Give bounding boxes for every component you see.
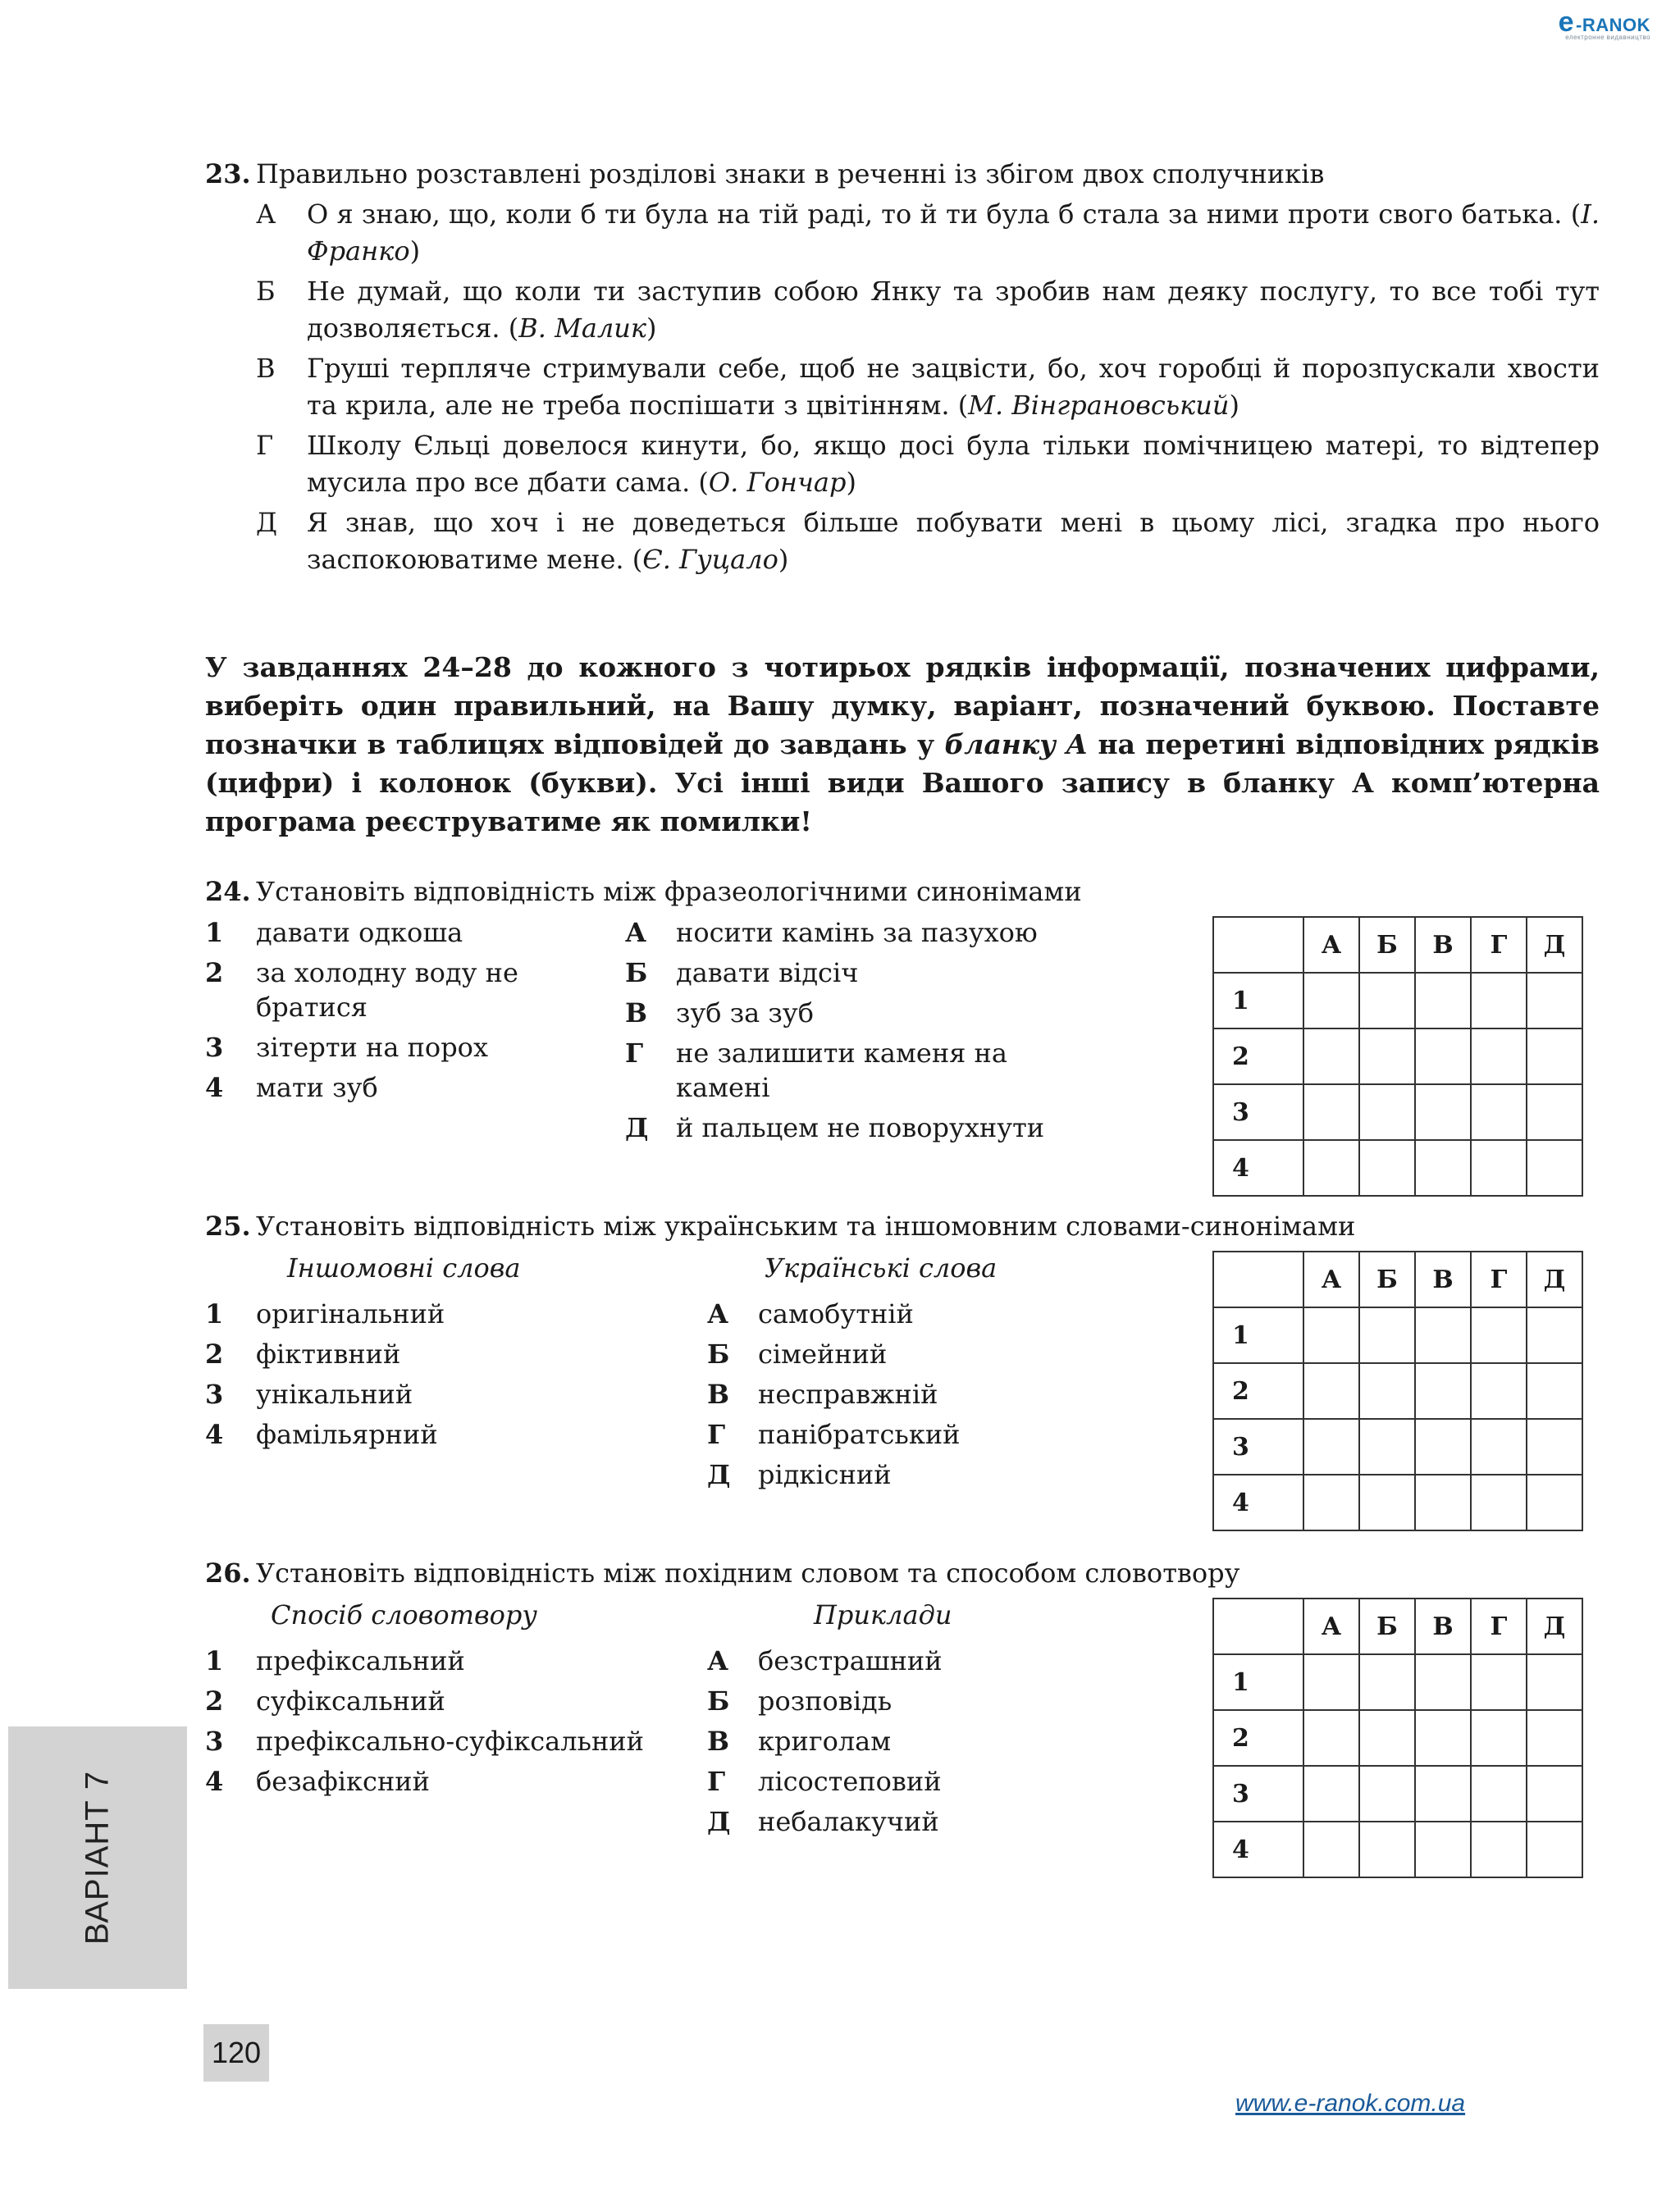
- item-letter: В: [625, 997, 648, 1028]
- option-author: І. Франко: [307, 198, 1600, 267]
- item-letter: Б: [707, 1339, 730, 1370]
- item-letter: Д: [625, 1112, 649, 1143]
- answer-cell[interactable]: [1527, 1419, 1582, 1475]
- item-text: безстрашний: [758, 1645, 943, 1676]
- list-item: [707, 1457, 1117, 1492]
- answer-cell[interactable]: [1359, 1084, 1415, 1140]
- grid-column-header: Г: [1471, 1599, 1527, 1654]
- logo-mark: e: [1558, 7, 1574, 38]
- answer-cell[interactable]: [1415, 1822, 1471, 1877]
- list-item: [707, 1644, 1117, 1678]
- task-number: 25.: [205, 1211, 251, 1242]
- answer-option: [205, 427, 1600, 501]
- item-letter: В: [707, 1726, 730, 1757]
- item-letter: Д: [707, 1459, 731, 1490]
- task-26: [205, 1555, 1600, 1864]
- task-23: [205, 156, 1600, 578]
- column-heading: Іншомовні слова: [287, 1252, 521, 1284]
- answer-option: [205, 196, 1600, 270]
- item-number: 2: [205, 1685, 224, 1717]
- task-number: 23.: [205, 158, 251, 189]
- column-heading: Приклади: [814, 1599, 952, 1630]
- grid-row-header: 3: [1213, 1766, 1303, 1822]
- item-text: фіктивний: [256, 1339, 401, 1370]
- item-text: розповідь: [758, 1685, 892, 1717]
- page-content: [205, 156, 1600, 1864]
- answer-cell[interactable]: [1527, 1822, 1582, 1877]
- item-text: самобутній: [758, 1298, 914, 1329]
- option-letter: В: [256, 353, 276, 384]
- list-item: [707, 1804, 1117, 1839]
- answer-cell[interactable]: [1415, 1307, 1471, 1363]
- answer-cell[interactable]: [1471, 1363, 1527, 1419]
- item-text: лісостеповий: [758, 1766, 942, 1797]
- option-letter: Б: [256, 276, 276, 307]
- grid-column-header: Г: [1471, 917, 1527, 973]
- task-number: 26.: [205, 1558, 251, 1589]
- item-text: префіксальний: [256, 1645, 465, 1676]
- option-text: Груші терпляче стримували себе, щоб не зацвісти, бо, хоч горобці й порозпускали хвости та крила, але не треба поспішати з цвітінням. (М. Вінграновський): [307, 353, 1600, 421]
- list-item: [205, 1724, 707, 1758]
- answer-cell[interactable]: [1415, 1419, 1471, 1475]
- list-item: [205, 1070, 625, 1105]
- answer-cell[interactable]: [1303, 1307, 1359, 1363]
- list-item: [205, 1764, 707, 1799]
- logo-text: -RANOK: [1576, 15, 1650, 35]
- item-text: за холодну воду не братися: [256, 957, 518, 1023]
- answer-cell[interactable]: [1527, 1475, 1582, 1530]
- option-text: Школу Єльці довелося кинути, бо, якщо досі була тільки помічницею матері, то відтепер мусила про все дбати сама. (О. Гончар): [307, 430, 1600, 498]
- answer-cell[interactable]: [1471, 973, 1527, 1028]
- answer-cell[interactable]: [1359, 1766, 1415, 1822]
- answer-cell[interactable]: [1359, 1654, 1415, 1710]
- task-25: [205, 1208, 1600, 1517]
- list-item: [625, 955, 1084, 990]
- instructions-text-2: на перетині відповідних рядків (цифри) і колонок (букви). Усі інші види Вашого запису в бланку А комп’ютерна програма реєструватиме як помилки!: [205, 728, 1600, 837]
- answer-cell[interactable]: [1359, 1475, 1415, 1530]
- grid-row-header: 3: [1213, 1084, 1303, 1140]
- grid-corner: [1213, 1599, 1303, 1654]
- item-text: безафіксний: [256, 1766, 430, 1797]
- item-number: 3: [205, 1379, 224, 1410]
- answer-cell[interactable]: [1415, 1710, 1471, 1766]
- list-item: [707, 1337, 1117, 1371]
- answer-cell[interactable]: [1471, 1822, 1527, 1877]
- grid-column-header: В: [1415, 1599, 1471, 1654]
- grid-corner: [1213, 1252, 1303, 1307]
- option-sentence: О я знаю, що, коли б ти була на тій раді, то й ти була б стала за ними проти свого батька.: [307, 198, 1563, 230]
- item-text: оригінальний: [256, 1298, 445, 1329]
- answer-cell[interactable]: [1303, 1363, 1359, 1419]
- answer-cell[interactable]: [1359, 1028, 1415, 1084]
- item-text: рідкісний: [758, 1459, 892, 1490]
- item-text: зуб за зуб: [676, 997, 814, 1028]
- task-title: Установіть відповідність між похідним словом та способом словотвору: [256, 1558, 1240, 1589]
- answer-cell[interactable]: [1471, 1419, 1527, 1475]
- task-title: Установіть відповідність між українським та іншомовним словами-синонімами: [256, 1211, 1356, 1242]
- answer-cell[interactable]: [1527, 973, 1582, 1028]
- answer-cell[interactable]: [1527, 1654, 1582, 1710]
- instructions-italic: бланку А: [944, 728, 1089, 760]
- option-letter: Г: [256, 430, 274, 461]
- item-text: префіксально-суфіксальний: [256, 1726, 644, 1757]
- grid-row-header: 1: [1213, 973, 1303, 1028]
- option-author: М. Вінграновський: [968, 390, 1230, 421]
- list-item: [205, 1377, 707, 1412]
- item-number: 2: [205, 957, 224, 988]
- answer-cell[interactable]: [1471, 1028, 1527, 1084]
- list-item: [625, 1036, 1084, 1105]
- answer-cell[interactable]: [1415, 1084, 1471, 1140]
- item-letter: В: [707, 1379, 730, 1410]
- item-letter: Г: [707, 1419, 726, 1450]
- item-letter: А: [625, 917, 647, 948]
- item-text: й пальцем не поворухнути: [676, 1112, 1045, 1143]
- grid-column-header: А: [1303, 1252, 1359, 1307]
- grid-column-header: Д: [1527, 1252, 1582, 1307]
- task-title: Установіть відповідність між фразеологічними синонімами: [256, 876, 1082, 907]
- answer-cell[interactable]: [1303, 1766, 1359, 1822]
- grid-column-header: Б: [1359, 917, 1415, 973]
- answer-cell[interactable]: [1415, 1140, 1471, 1196]
- option-sentence: Школу Єльці довелося кинути, бо, якщо досі була тільки помічницею матері, то відтепер мусила про все дбати сама.: [307, 430, 1600, 498]
- list-item: [205, 1644, 707, 1678]
- item-text: несправжній: [758, 1379, 938, 1410]
- answer-cell[interactable]: [1527, 1140, 1582, 1196]
- answer-cell[interactable]: [1471, 1307, 1527, 1363]
- answer-cell[interactable]: [1527, 1084, 1582, 1140]
- grid-column-header: Г: [1471, 1252, 1527, 1307]
- option-text: Я знав, що хоч і не доведеться більше побувати мені в цьому лісі, згадка про нього заспокоюватиме мене. (Є. Гуцало): [307, 507, 1600, 575]
- item-text: панібратський: [758, 1419, 961, 1450]
- option-sentence: Не думай, що коли ти заступив собою Янку та зробив нам деяку послугу, то все тобі тут дозволяється.: [307, 276, 1600, 344]
- answer-option: [205, 504, 1600, 578]
- grid-column-header: В: [1415, 1252, 1471, 1307]
- task-title: Правильно розставлені розділові знаки в реченні із збігом двох сполучників: [256, 158, 1325, 189]
- item-number: 3: [205, 1032, 224, 1063]
- item-text: мати зуб: [256, 1072, 378, 1103]
- list-item: [707, 1297, 1117, 1331]
- answer-cell[interactable]: [1527, 1363, 1582, 1419]
- item-text: давати одкоша: [256, 917, 463, 948]
- answer-cell[interactable]: [1471, 1710, 1527, 1766]
- item-letter: Г: [625, 1038, 644, 1069]
- answer-cell[interactable]: [1471, 1140, 1527, 1196]
- answer-cell[interactable]: [1303, 1140, 1359, 1196]
- answer-grid: [1212, 1251, 1583, 1531]
- list-item: [707, 1684, 1117, 1718]
- answer-cell[interactable]: [1303, 1654, 1359, 1710]
- option-author: В. Малик: [518, 312, 646, 344]
- item-text: суфіксальний: [256, 1685, 445, 1717]
- item-text: зітерти на порох: [256, 1032, 488, 1063]
- option-sentence: Груші терпляче стримували себе, щоб не зацвісти, бо, хоч горобці й порозпускали хвости та крила, але не треба поспішати з цвітінням.: [307, 353, 1600, 421]
- list-item: [205, 1297, 707, 1331]
- answer-cell[interactable]: [1303, 1822, 1359, 1877]
- variant-label: ВАРІАНТ 7: [79, 1770, 116, 1945]
- item-number: 1: [205, 1298, 224, 1329]
- answer-cell[interactable]: [1359, 1822, 1415, 1877]
- answer-option: [205, 273, 1600, 347]
- task-number: 24.: [205, 876, 251, 907]
- grid-column-header: А: [1303, 1599, 1359, 1654]
- grid-row-header: 1: [1213, 1307, 1303, 1363]
- list-item: [205, 1684, 707, 1718]
- option-letter: А: [256, 198, 276, 230]
- answer-cell[interactable]: [1303, 1084, 1359, 1140]
- answer-cell[interactable]: [1527, 1710, 1582, 1766]
- answer-cell[interactable]: [1471, 1475, 1527, 1530]
- answer-cell[interactable]: [1359, 1419, 1415, 1475]
- variant-tab: [8, 1726, 187, 1989]
- answer-cell[interactable]: [1303, 1419, 1359, 1475]
- item-text: унікальний: [256, 1379, 413, 1410]
- answer-cell[interactable]: [1415, 1028, 1471, 1084]
- answer-cell[interactable]: [1303, 973, 1359, 1028]
- answer-cell[interactable]: [1527, 1766, 1582, 1822]
- list-item: [205, 915, 625, 950]
- answer-cell[interactable]: [1359, 1363, 1415, 1419]
- option-author: О. Гончар: [708, 467, 847, 498]
- item-text: сімейний: [758, 1339, 888, 1370]
- item-number: 3: [205, 1726, 224, 1757]
- item-text: криголам: [758, 1726, 892, 1757]
- answer-grid: [1212, 916, 1583, 1197]
- answer-cell[interactable]: [1303, 1028, 1359, 1084]
- answer-cell[interactable]: [1303, 1475, 1359, 1530]
- website-link[interactable]: www.e-ranok.com.ua: [1235, 2090, 1466, 2117]
- grid-row-header: 4: [1213, 1140, 1303, 1196]
- logo-subtitle: електронне видавництво: [1565, 34, 1650, 41]
- item-text: небалакучий: [758, 1806, 939, 1837]
- task-24: [205, 873, 1600, 1183]
- answer-cell[interactable]: [1415, 1654, 1471, 1710]
- list-item: [205, 1030, 625, 1065]
- answer-cell[interactable]: [1359, 1307, 1415, 1363]
- list-item: [707, 1724, 1117, 1758]
- grid-row-header: 2: [1213, 1710, 1303, 1766]
- answer-cell[interactable]: [1527, 1307, 1582, 1363]
- item-text: носити камінь за пазухою: [676, 917, 1038, 948]
- instructions-text-1: У завданнях 24–28 до кожного з чотирьох рядків інформації, позначених цифрами, виберіть один правильний, на Вашу думку, варіант, позначений буквою. Поставте позначки в таблицях відповідей до завдань у: [205, 651, 1600, 760]
- list-item: [205, 1337, 707, 1371]
- option-text: О я знаю, що, коли б ти була на тій раді, то й ти була б стала за ними проти свого батька. (І. Франко): [307, 198, 1600, 267]
- grid-corner: [1213, 917, 1303, 973]
- grid-row-header: 4: [1213, 1475, 1303, 1530]
- answer-cell[interactable]: [1471, 1654, 1527, 1710]
- answer-cell[interactable]: [1415, 1766, 1471, 1822]
- answer-cell[interactable]: [1471, 1766, 1527, 1822]
- grid-column-header: Д: [1527, 1599, 1582, 1654]
- answer-cell[interactable]: [1415, 1363, 1471, 1419]
- list-item: [205, 1417, 707, 1452]
- grid-row-header: 2: [1213, 1363, 1303, 1419]
- list-item: [707, 1417, 1117, 1452]
- item-letter: Д: [707, 1806, 731, 1837]
- item-text: давати відсіч: [676, 957, 859, 988]
- item-number: 4: [205, 1766, 224, 1797]
- item-number: 4: [205, 1072, 224, 1103]
- list-item: [625, 915, 1084, 950]
- list-item: [205, 955, 625, 1024]
- answer-cell[interactable]: [1415, 1475, 1471, 1530]
- option-author: Є. Гуцало: [642, 544, 778, 575]
- item-letter: Б: [625, 957, 648, 988]
- item-number: 4: [205, 1419, 224, 1450]
- item-letter: А: [707, 1298, 729, 1329]
- option-text: Не думай, що коли ти заступив собою Янку та зробив нам деяку послугу, то все тобі тут дозволяється. (В. Малик): [307, 276, 1600, 344]
- grid-column-header: А: [1303, 917, 1359, 973]
- instructions: [205, 648, 1600, 841]
- column-heading: Спосіб словотвору: [271, 1599, 537, 1630]
- answer-cell[interactable]: [1359, 973, 1415, 1028]
- grid-column-header: Д: [1527, 917, 1582, 973]
- list-item: [707, 1377, 1117, 1412]
- item-number: 1: [205, 917, 224, 948]
- option-sentence: Я знав, що хоч і не доведеться більше побувати мені в цьому лісі, згадка про нього заспокоюватиме мене.: [307, 507, 1600, 575]
- answer-cell[interactable]: [1359, 1710, 1415, 1766]
- answer-cell[interactable]: [1527, 1028, 1582, 1084]
- grid-row-header: 1: [1213, 1654, 1303, 1710]
- grid-row-header: 4: [1213, 1822, 1303, 1877]
- answer-cell[interactable]: [1359, 1140, 1415, 1196]
- item-number: 2: [205, 1339, 224, 1370]
- column-heading: Українські слова: [765, 1252, 998, 1284]
- list-item: [625, 1111, 1084, 1145]
- grid-row-header: 2: [1213, 1028, 1303, 1084]
- grid-column-header: Б: [1359, 1599, 1415, 1654]
- list-item: [707, 1764, 1117, 1799]
- publisher-logo: [1559, 7, 1650, 41]
- answer-option: [205, 350, 1600, 424]
- item-text: не залишити каменя на камені: [676, 1038, 1007, 1103]
- item-letter: Б: [707, 1685, 730, 1717]
- page-number: 120: [203, 2024, 269, 2082]
- item-letter: Г: [707, 1766, 726, 1797]
- item-text: фамільярний: [256, 1419, 438, 1450]
- list-item: [625, 996, 1084, 1030]
- answer-cell[interactable]: [1471, 1084, 1527, 1140]
- option-letter: Д: [256, 507, 278, 538]
- grid-row-header: 3: [1213, 1419, 1303, 1475]
- grid-column-header: Б: [1359, 1252, 1415, 1307]
- item-number: 1: [205, 1645, 224, 1676]
- answer-cell[interactable]: [1303, 1710, 1359, 1766]
- answer-grid: [1212, 1598, 1583, 1878]
- grid-column-header: В: [1415, 917, 1471, 973]
- item-letter: А: [707, 1645, 729, 1676]
- answer-cell[interactable]: [1415, 973, 1471, 1028]
